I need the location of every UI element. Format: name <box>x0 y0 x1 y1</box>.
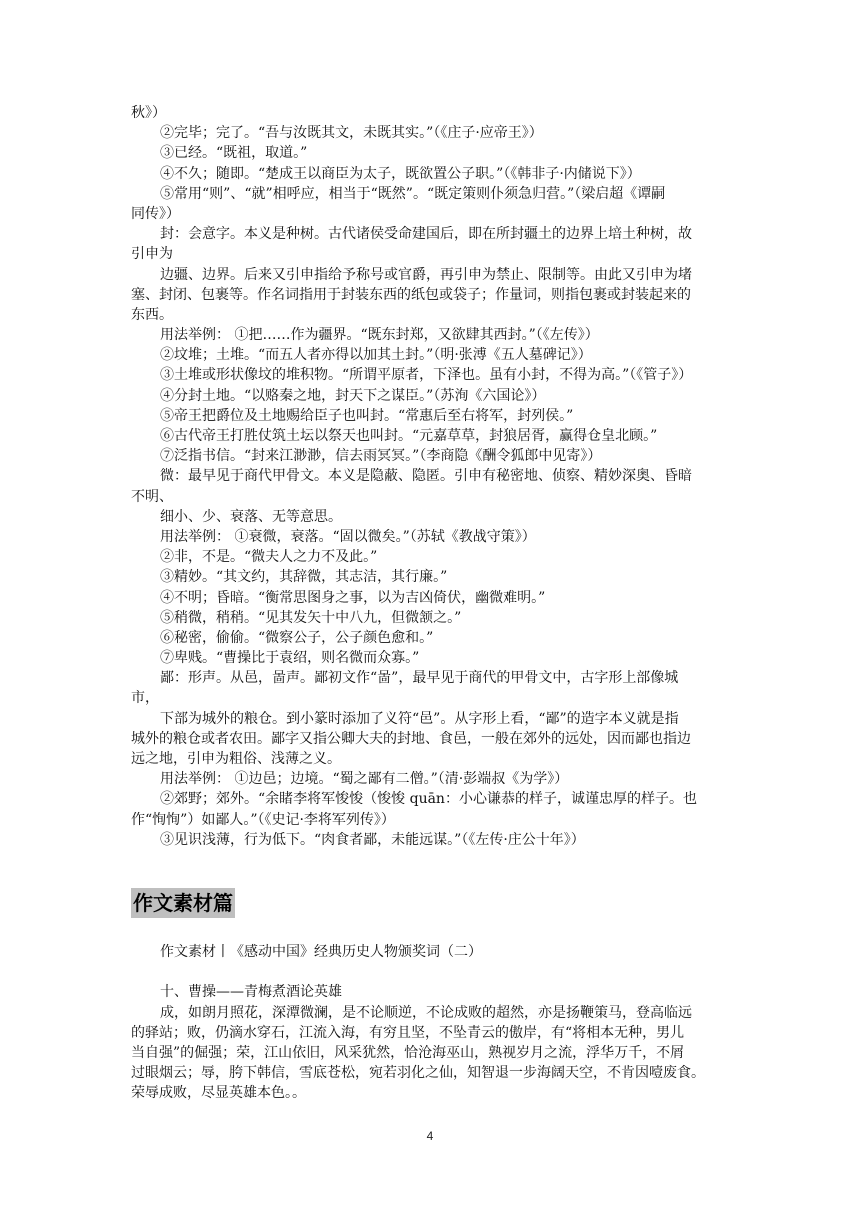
text-line: 细小、少、衰落、无等意思。 <box>160 508 342 525</box>
text-line: ③见识浅薄，行为低下。“肉食者鄙，未能远谋。”（《左传·庄公十年》） <box>160 831 585 848</box>
text-line: ⑤帝王把爵位及土地赐给臣子也叫封。“常惠后至右将军，封列侯。” <box>160 407 574 424</box>
essay-material-section <box>131 982 731 1103</box>
text-line: ⑥秘密，偷偷。“微察公子，公子颜色愈和。” <box>160 629 434 646</box>
text-line: 的驿站；败，仍滴水穿石，江流入海，有穷且坚，不坠青云的傲岸，有“将相本无种，男儿 <box>131 1024 685 1041</box>
text-line: 用法举例： ①衰微，衰落。“固以微矣。”（苏轼《教战守策》） <box>160 528 536 545</box>
text-line: 作“恂恂”）如鄙人。”（《史记·李将军列传》） <box>131 811 395 828</box>
text-line: 秋》） <box>131 105 166 121</box>
text-line: 远之地，引申为粗俗、浅薄之义。 <box>131 751 341 767</box>
text-line: 当自强”的倔强；荣，江山依旧，风采犹然，恰沧海巫山，熟视岁月之流，浮华万千，不屑 <box>131 1044 685 1061</box>
text-line: ②坟堆；土堆。“而五人者亦得以加其土封。”（明·张溥《五人墓碑记》） <box>160 347 592 364</box>
text-line: 同传》） <box>131 205 180 222</box>
text-line: ④不明；昏暗。“衡常思图身之事，以为吉凶倚伏，幽微难明。” <box>160 589 546 606</box>
text-line: ⑤常用“则”、“就”相呼应，相当于“既然”。“既定策则仆须急归营。”（梁启超《谭嗣 <box>160 185 666 202</box>
text-line: 边疆、边界。后来又引申指给予称号或官爵，再引申为禁止、限制等。由此又引申为堵 <box>160 266 692 283</box>
text-line: ⑥古代帝王打胜仗筑土坛以祭天也叫封。“元嘉草草，封狼居胥，赢得仓皇北顾。” <box>160 428 658 444</box>
text-line: 鄙：形声。从邑，啚声。鄙初文作“啚”，最早见于商代的甲骨文中，古字形上部像城 <box>160 670 679 687</box>
text-line: ⑦泛指书信。“封来江渺渺，信去雨冥冥。”（李商隐《酬令狐郎中见寄》） <box>160 448 602 465</box>
text-line: ④不久；随即。“楚成王以商臣为太子，既欲置公子职。”（《韩非子·内储说下》） <box>160 165 641 182</box>
text-line: 用法举例： ①边邑；边境。“蜀之鄙有二僧。”（清·彭端叔《为学》） <box>160 771 569 788</box>
text-line: 微：最早见于商代甲骨文。本义是隐蔽、隐匿。引申有秘密地、侦察、精妙深奥、昏暗 <box>160 468 692 485</box>
article-title: 作文素材丨《感动中国》经典历史人物颁奖词（二） <box>160 943 482 960</box>
text-line: ⑦卑贱。“曹操比于袁绍，则名微而众寡。” <box>160 650 420 667</box>
spacer <box>131 962 731 982</box>
section-heading-row <box>131 888 731 918</box>
text-line: 成，如朗月照花，深潭微澜，是不论顺逆，不论成败的超然，亦是扬鞭策马，登高临远 <box>160 1004 692 1021</box>
text-line: 市， <box>131 690 159 707</box>
text-line: ④分封土地。“以赂秦之地，封天下之谋臣。”（苏洵《六国论》） <box>160 387 546 404</box>
text-line: 用法举例： ①把……作为疆界。“既东封郑，又欲肆其西封。”（《左传》） <box>160 327 599 344</box>
page-number: 4 <box>426 1129 434 1143</box>
text-line: ②非，不是。“微夫人之力不及此。” <box>160 549 378 566</box>
section-heading: 作文素材篇 <box>131 888 235 918</box>
text-line: ③土堆或形状像坟的堆积物。“所谓平原者，下泽也。虽有小封，不得为高。”（《管子》） <box>160 367 693 384</box>
text-line: ②郊野；郊外。“余睹李将军悛悛（悛悛 quān：小心谦恭的样子，诚谨忠厚的样子。也 <box>160 791 697 808</box>
text-line: 东西。 <box>131 306 173 323</box>
text-line: 十、曹操——青梅煮酒论英雄 <box>160 984 342 1001</box>
text-line: ⑤稍微，稍稍。“见其发矢十中八九，但微颔之。” <box>160 609 462 626</box>
text-line: 城外的粮仓或者农田。鄙字又指公卿大夫的封地、食邑，一般在郊外的远处，因而鄙也指边 <box>131 730 691 747</box>
text-line: 不明、 <box>131 488 173 505</box>
text-line: 引申为 <box>131 246 173 263</box>
text-line: 封：会意字。本义是种树。古代诸侯受命建国后，即在所封疆土的边界上培土种树，故 <box>160 226 692 243</box>
text-line: ③已经。“既祖，取道。” <box>160 145 308 162</box>
text-line: 过眼烟云；辱，胯下韩信，雪底苍松，宛若羽化之仙，知智退一步海阔天空，不肯因噎废食。 <box>131 1065 705 1082</box>
text-line: 塞、封闭、包裹等。作名词指用于封装东西的纸包或袋子；作量词，则指包裹或封装起来的 <box>131 286 691 303</box>
text-line: 下部为城外的粮仓。到小篆时添加了义符“邑”。从字形上看，“鄙”的造字本义就是指 <box>160 710 679 727</box>
text-line: ②完毕；完了。“吾与汝既其文，未既其实。”（《庄子·应帝王》） <box>160 125 543 142</box>
page-content <box>131 103 731 1103</box>
text-line: ③精妙。“其文约，其辞微，其志洁，其行廉。” <box>160 569 448 586</box>
glossary-section <box>131 103 731 850</box>
text-line: 荣辱成败，尽显英雄本色。。 <box>131 1085 306 1102</box>
